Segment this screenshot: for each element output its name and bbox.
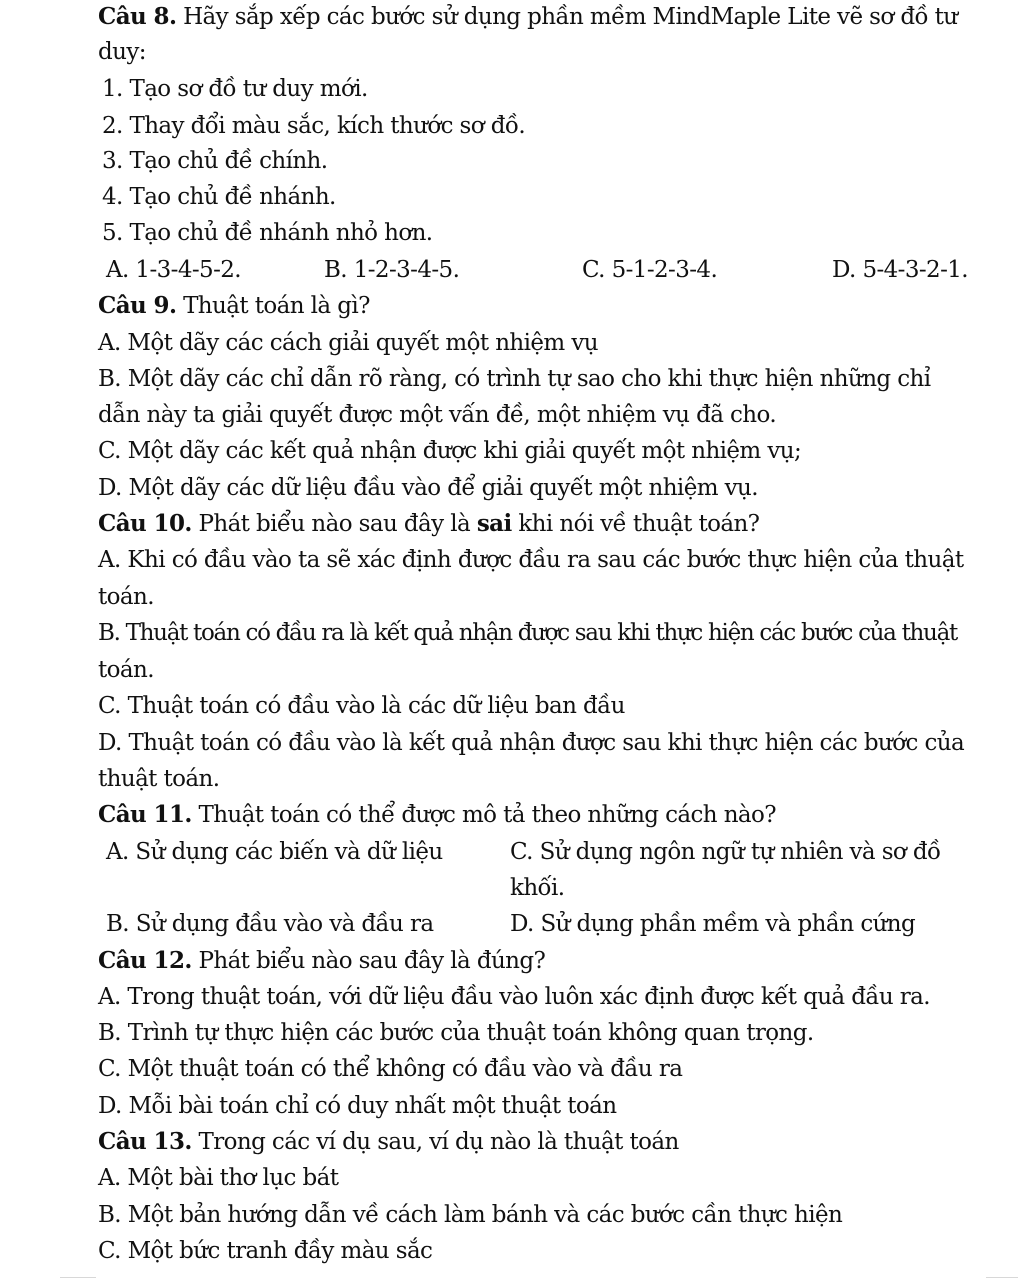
question-13-text: Trong các ví dụ sau, ví dụ nào là thuật toán bbox=[191, 1129, 679, 1155]
q9-option-d: D. Một dãy các dữ liệu đầu vào để giải quyết một nhiệm vụ. bbox=[98, 475, 758, 501]
q10-option-d: D. Thuật toán có đầu vào là kết quả nhận được sau khi thực hiện các bước của bbox=[98, 730, 965, 756]
question-8-text-cont: duy: bbox=[98, 39, 146, 65]
q12-option-a: A. Trong thuật toán, với dữ liệu đầu vào luôn xác định được kết quả đầu ra. bbox=[98, 984, 931, 1010]
question-11-label: Câu 11. bbox=[98, 801, 192, 828]
q8-option-b: B. 1-2-3-4-5. bbox=[324, 257, 460, 283]
question-12-heading bbox=[98, 946, 545, 976]
bottom-divider-left bbox=[60, 1277, 96, 1278]
q13-option-a: A. Một bài thơ lục bát bbox=[98, 1165, 339, 1191]
question-8-label: Câu 8. bbox=[98, 3, 177, 30]
bottom-divider-right bbox=[986, 1277, 1018, 1278]
q10-option-b-cont: toán. bbox=[98, 657, 154, 683]
question-10-label: Câu 10. bbox=[98, 510, 192, 537]
q8-option-c: C. 5-1-2-3-4. bbox=[582, 257, 718, 283]
question-8-heading bbox=[98, 2, 958, 32]
question-11-heading bbox=[98, 800, 776, 830]
q9-option-b-cont: dẫn này ta giải quyết được một vấn đề, một nhiệm vụ đã cho. bbox=[98, 402, 777, 428]
q10-option-b: B. Thuật toán có đầu ra là kết quả nhận được sau khi thực hiện các bước của thuật bbox=[98, 620, 957, 646]
q12-option-c: C. Một thuật toán có thể không có đầu vào và đầu ra bbox=[98, 1056, 683, 1082]
q11-option-a: A. Sử dụng các biến và dữ liệu bbox=[106, 839, 443, 865]
question-11-text: Thuật toán có thể được mô tả theo những cách nào? bbox=[191, 802, 777, 828]
q9-option-c: C. Một dãy các kết quả nhận được khi giải quyết một nhiệm vụ; bbox=[98, 438, 802, 464]
q8-option-d: D. 5-4-3-2-1. bbox=[832, 257, 969, 283]
q13-option-c: C. Một bức tranh đầy màu sắc bbox=[98, 1238, 433, 1264]
question-13-label: Câu 13. bbox=[98, 1128, 192, 1155]
q8-option-a: A. 1-3-4-5-2. bbox=[106, 257, 241, 283]
question-8-text: Hãy sắp xếp các bước sử dụng phần mềm MindMaple Lite vẽ sơ đồ tư bbox=[176, 4, 958, 30]
question-10-text-pre: Phát biểu nào sau đây là bbox=[191, 511, 477, 537]
question-12-label: Câu 12. bbox=[98, 947, 192, 974]
q8-step-3: 3. Tạo chủ đề chính. bbox=[102, 148, 328, 174]
q8-step-2: 2. Thay đổi màu sắc, kích thước sơ đồ. bbox=[102, 113, 526, 139]
question-10-emphasis: sai bbox=[476, 510, 512, 537]
q10-option-c: C. Thuật toán có đầu vào là các dữ liệu ban đầu bbox=[98, 693, 625, 719]
q11-option-d: D. Sử dụng phần mềm và phần cứng bbox=[510, 911, 916, 937]
q10-option-a: A. Khi có đầu vào ta sẽ xác định được đầu ra sau các bước thực hiện của thuật bbox=[98, 547, 964, 573]
question-13-heading bbox=[98, 1127, 679, 1157]
question-9-text: Thuật toán là gì? bbox=[176, 293, 370, 319]
q11-option-b: B. Sử dụng đầu vào và đầu ra bbox=[106, 911, 434, 937]
q10-option-d-cont: thuật toán. bbox=[98, 766, 220, 792]
q11-option-c: C. Sử dụng ngôn ngữ tự nhiên và sơ đồ bbox=[510, 839, 941, 865]
q8-step-4: 4. Tạo chủ đề nhánh. bbox=[102, 184, 336, 210]
q9-option-a: A. Một dãy các cách giải quyết một nhiệm vụ bbox=[98, 330, 598, 356]
question-10-text-post: khi nói về thuật toán? bbox=[511, 511, 760, 537]
q12-option-b: B. Trình tự thực hiện các bước của thuật toán không quan trọng. bbox=[98, 1020, 814, 1046]
question-9-label: Câu 9. bbox=[98, 292, 177, 319]
q8-step-1: 1. Tạo sơ đồ tư duy mới. bbox=[102, 76, 368, 102]
q8-step-5: 5. Tạo chủ đề nhánh nhỏ hơn. bbox=[102, 220, 433, 246]
q11-option-c-cont: khối. bbox=[510, 875, 565, 901]
q10-option-a-cont: toán. bbox=[98, 584, 154, 610]
q13-option-b: B. Một bản hướng dẫn về cách làm bánh và các bước cần thực hiện bbox=[98, 1202, 843, 1228]
question-12-text: Phát biểu nào sau đây là đúng? bbox=[191, 948, 546, 974]
q9-option-b: B. Một dãy các chỉ dẫn rõ ràng, có trình tự sao cho khi thực hiện những chỉ bbox=[98, 366, 931, 392]
question-9-heading bbox=[98, 291, 370, 321]
question-10-heading bbox=[98, 509, 759, 539]
q12-option-d: D. Mỗi bài toán chỉ có duy nhất một thuật toán bbox=[98, 1093, 617, 1119]
